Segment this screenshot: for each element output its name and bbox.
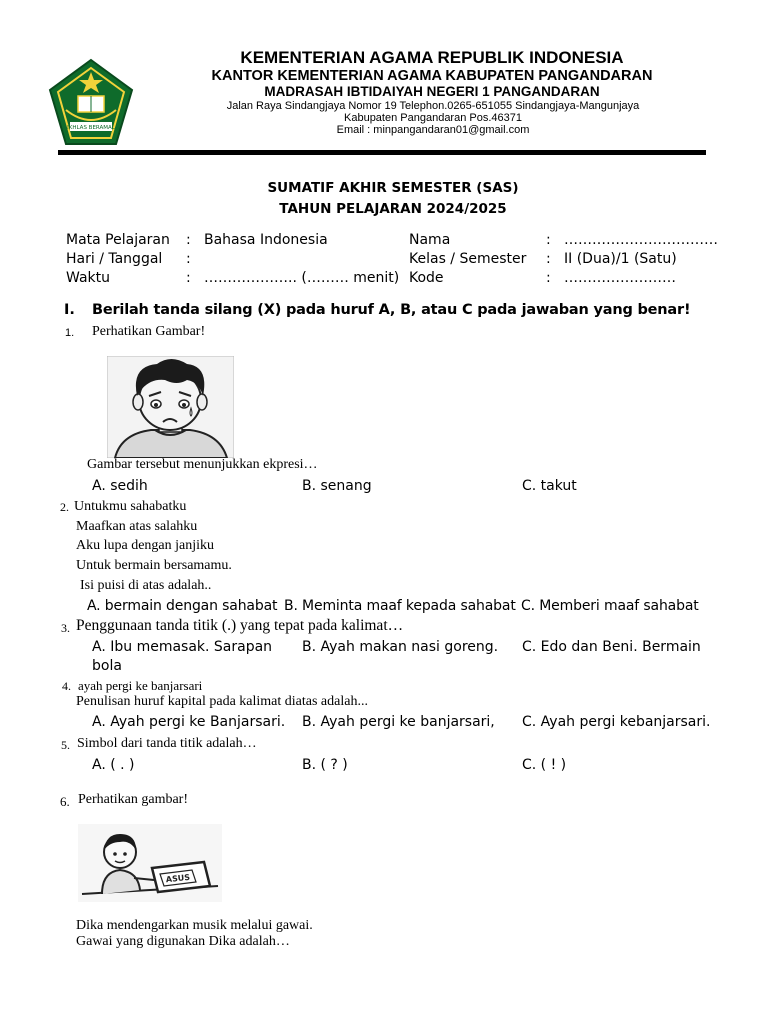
option-a[interactable]: A. ( . ) (92, 757, 135, 773)
info-label: Kode (409, 270, 444, 286)
info-label: Mata Pelajaran (66, 232, 170, 248)
info-value: II (Dua)/1 (Satu) (564, 251, 677, 267)
header-address-2: Kabupaten Pangandaran Pos.46371 (344, 112, 522, 124)
info-value: …………………………… (564, 232, 718, 248)
exam-year: TAHUN PELAJARAN 2024/2025 (279, 201, 507, 217)
boy-with-device-image (78, 824, 222, 902)
question-text: Untukmu sahabatku (74, 499, 187, 514)
poem-line: Untuk bermain bersamamu. (76, 558, 232, 573)
header-school: MADRASAH IBTIDAIYAH NEGERI 1 PANGANDARAN (264, 84, 600, 99)
option-b[interactable]: B. Ayah pergi ke banjarsari, (302, 714, 495, 730)
info-value: Bahasa Indonesia (204, 232, 328, 248)
question-text: Simbol dari tanda titik adalah… (77, 736, 257, 751)
info-sep: : (186, 232, 191, 248)
question-statement: Dika mendengarkan musik melalui gawai. (76, 918, 313, 933)
svg-text:IKHLAS BERAMAL: IKHLAS BERAMAL (67, 125, 115, 131)
info-sep: : (546, 251, 551, 267)
question-number: 3. (61, 621, 70, 635)
option-b[interactable]: B. ( ? ) (302, 757, 348, 773)
header-divider (58, 150, 706, 155)
option-c[interactable]: C. ( ! ) (522, 757, 567, 773)
question-number: 5. (61, 738, 70, 752)
info-value: …………………… (564, 270, 676, 286)
question-text: Perhatikan gambar! (78, 792, 189, 807)
header-ministry: KEMENTERIAN AGAMA REPUBLIK INDONESIA (240, 48, 624, 67)
poem-line: Aku lupa dengan janjiku (76, 538, 215, 553)
option-a[interactable]: A. Ayah pergi ke Banjarsari. (92, 714, 286, 730)
info-sep: : (186, 251, 191, 267)
question-text: Perhatikan Gambar! (92, 324, 206, 339)
option-a[interactable]: A. bermain dengan sahabat (87, 598, 278, 614)
info-label: Nama (409, 232, 451, 248)
option-c[interactable]: C. Ayah pergi kebanjarsari. (522, 714, 711, 730)
question-prompt: Isi puisi di atas adalah.. (80, 578, 212, 593)
header-office: KANTOR KEMENTERIAN AGAMA KABUPATEN PANGANDARAN (211, 68, 653, 84)
question-text: ayah pergi ke banjarsari (78, 678, 203, 693)
poem-line: Maafkan atas salahku (76, 519, 198, 534)
info-label: Kelas / Semester (409, 251, 527, 267)
question-number: 2. (60, 500, 69, 514)
question-caption: Gambar tersebut menunjukkan ekpresi… (87, 457, 318, 472)
section-instruction: Berilah tanda silang (X) pada huruf A, B, atau C pada jawaban yang benar! (92, 302, 691, 318)
option-b[interactable]: B. Meminta maaf kepada sahabat (284, 598, 516, 614)
header-address: Jalan Raya Sindangjaya Nomor 19 Telephon.0265-651055 Sindangjaya-Mangunjaya (226, 100, 640, 112)
info-sep: : (546, 232, 551, 248)
option-b[interactable]: B. Ayah makan nasi goreng. (302, 639, 499, 655)
option-c[interactable]: C. Edo dan Beni. Bermain (522, 639, 701, 655)
option-a-continued: bola (92, 658, 122, 674)
header-email: Email : minpangandaran01@gmail.com (336, 124, 530, 136)
sad-face-image (107, 356, 234, 458)
info-sep: : (186, 270, 191, 286)
question-number: 4. (62, 679, 71, 693)
question-number: 6. (60, 794, 70, 809)
info-sep: : (546, 270, 551, 286)
option-c[interactable]: C. takut (522, 478, 577, 494)
question-number: 1. (65, 327, 75, 339)
question-prompt: Penulisan huruf kapital pada kalimat diatas adalah... (76, 694, 368, 709)
question-text: Penggunaan tanda titik (.) yang tepat pada kalimat… (76, 617, 404, 634)
option-a[interactable]: A. Ibu memasak. Sarapan (92, 639, 273, 655)
svg-text:ASUS: ASUS (165, 872, 191, 885)
info-label: Waktu (66, 270, 110, 286)
question-prompt: Gawai yang digunakan Dika adalah… (76, 934, 290, 949)
option-c[interactable]: C. Memberi maaf sahabat (521, 598, 699, 614)
exam-title: SUMATIF AKHIR SEMESTER (SAS) (267, 180, 519, 196)
info-label: Hari / Tanggal (66, 251, 163, 267)
section-number: I. (64, 302, 75, 318)
option-b[interactable]: B. senang (302, 478, 372, 494)
info-value: ……………….. (……… menit) (204, 270, 400, 286)
option-a[interactable]: A. sedih (92, 478, 148, 494)
